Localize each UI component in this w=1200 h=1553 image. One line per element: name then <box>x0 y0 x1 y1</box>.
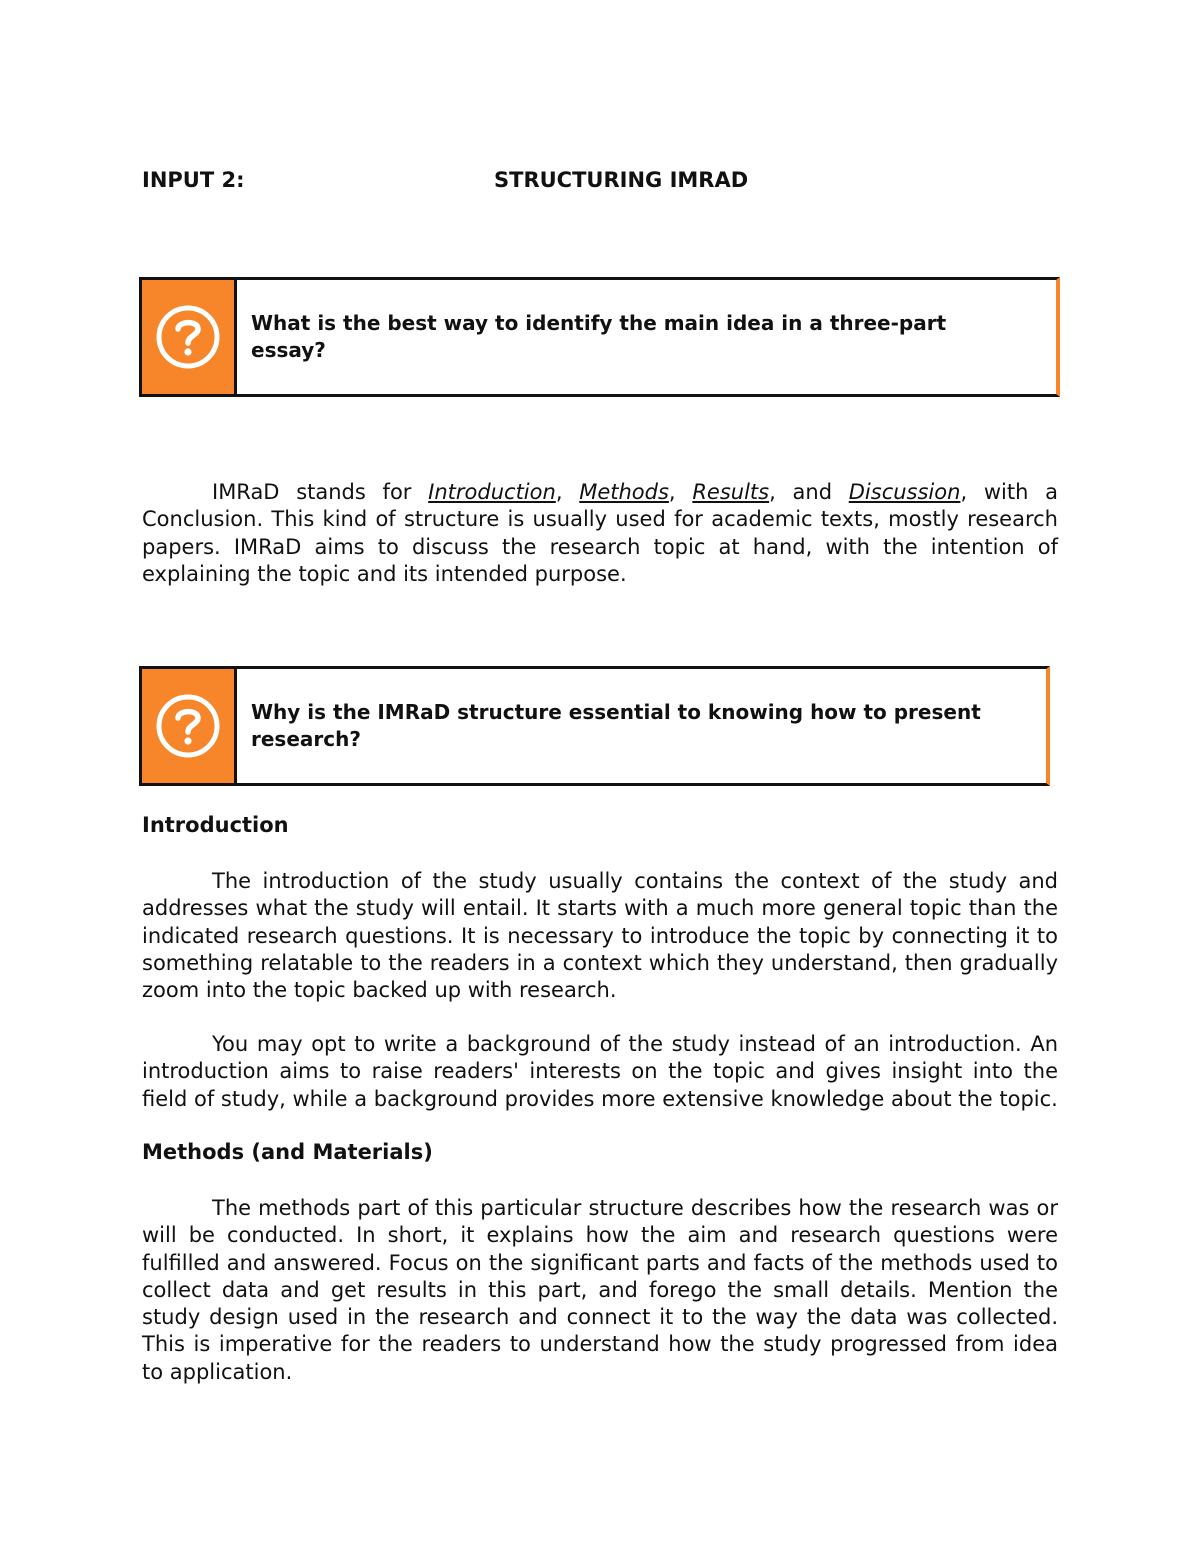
sep-1: , <box>555 480 580 504</box>
imrad-definition-paragraph <box>142 479 1058 588</box>
introduction-paragraph-2-text: You may opt to write a background of the study instead of an introduction. An introduction aims to raise readers' interests on the topic and gives insight into the field of study, while a background provides more extensive knowledge about the topic. <box>142 1032 1058 1111</box>
imrad-pre-text: IMRaD stands for <box>212 480 429 504</box>
question-box-2 <box>139 666 1050 786</box>
section-title-methods: Methods (and Materials) <box>142 1140 433 1164</box>
question-box-1 <box>139 277 1060 397</box>
input-label: INPUT 2: <box>142 168 245 192</box>
sep-2: , <box>668 480 693 504</box>
term-introduction: Introduction <box>428 480 556 504</box>
page-heading <box>142 168 1058 198</box>
question-mark-circle-icon <box>155 693 221 759</box>
sep-3: , and <box>769 480 849 504</box>
imrad-post-text: , with a Conclusion. This kind of structure is usually used for academic texts, mostly research papers. IMRaD aims to discuss the research topic at hand, with the intention of explaining the topic and its intended purpose. <box>142 480 1058 586</box>
question-icon-cell <box>142 669 237 783</box>
term-discussion: Discussion <box>848 480 961 504</box>
question-mark-circle-icon <box>155 304 221 370</box>
methods-paragraph-1-text: The methods part of this particular structure describes how the research was or will be conducted. In short, it explains how the aim and research questions were fulfilled and answered. Focus on the significant parts and facts of the methods used to collect data and get results in this part, and forego the small details. Mention the study design used in the research and connect it to the way the data was collected. This is imperative for the readers to understand how the study progressed from idea to application. <box>142 1196 1058 1384</box>
methods-paragraph-1 <box>142 1195 1058 1386</box>
question-text-2: Why is the IMRaD structure essential to knowing how to present research? <box>251 700 981 751</box>
term-methods: Methods <box>579 480 669 504</box>
section-title-introduction: Introduction <box>142 813 289 837</box>
page-title: STRUCTURING IMRAD <box>494 168 749 192</box>
question-text-1: What is the best way to identify the main idea in a three-part essay? <box>251 311 947 362</box>
introduction-paragraph-1-text: The introduction of the study usually contains the context of the study and addresses what the study will entail. It starts with a much more general topic than the indicated research questions. It is necessary to introduce the topic by connecting it to something relatable to the readers in a context which they understand, then gradually zoom into the topic backed up with research. <box>142 869 1058 1003</box>
introduction-paragraph-2 <box>142 1031 1058 1113</box>
introduction-paragraph-1 <box>142 868 1058 1004</box>
term-results: Results <box>692 480 770 504</box>
question-icon-cell <box>142 280 237 394</box>
